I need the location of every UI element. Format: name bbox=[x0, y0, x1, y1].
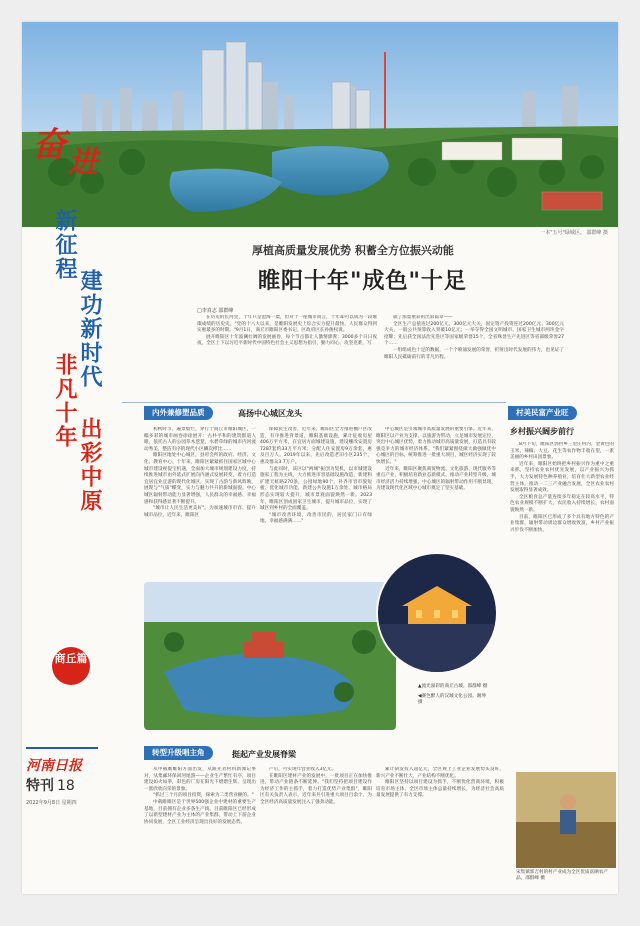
newspaper-page bbox=[22, 22, 618, 894]
article-byline: □李真志 邵群峰 bbox=[197, 308, 234, 314]
title-char-jin: 进 bbox=[68, 145, 100, 180]
title-line-3: 非凡十年 bbox=[52, 353, 78, 449]
farmer-photo bbox=[516, 772, 616, 868]
section-title-1: 高扬中心城区龙头 bbox=[238, 409, 302, 418]
newspaper-logo: 河南日报 bbox=[26, 758, 82, 774]
section1-col2: 保障民生改善，近年来，睢阳区全力推进棚户区改造，有序推进背景道，睢阳基础设施，累计征收房屋406万平方米，在宜居方面城建设施，建设棚改安置房7287套约33万平方米；分配人住安置房9万余套，惠及百万人。2019年以来，先后改造老旧小区235个，惠及群众3.7万户。 与此同时，该区以"两城"振创为契机，以市城建设施家工程为主线，大力推进市容基础设施改造，新建和扩建天虹路270条，公园绿地90个，补齐市容市貌短板、优化城市功能，新建公共设施1万余处、城市格局形态实现较大提升，城市景观面貌焕然一新。2023年，睢阳区创成国家卫生城市，提升城市品位，实现了城区到乡村的全面覆盖。 "城市改善环境，改善市民的，居民家门口有绿地，幸福感满满……" bbox=[260, 427, 372, 525]
ancient-city-photo bbox=[376, 552, 498, 674]
section1-col1: 初秋时节，遍景灿烂，穿行于商丘市睢阳城区，一幅多彩的城市画卷徐徐展开：古朴平和的建筑群道人眼，依托古人的公园草木葱茏，水碧草绿的城市内河流动秀美，整洁有序的现代小区鳞次栉比…… 睢阳区地处中心城区，县府会所的政府、经济、文化、教育中心。十年来，睢阳区紧紧抓住国家区城中心城市建设视提宝机遇，全面加大城市规划建设力度，持续推进城市由外延式扩展向内涵式发展转变，着力打造宜居宜业宜游的现代化城区，实现了古韵与新风辉映，展现与"气质"蝶变，实力与魅力共升的新城面貌。中心城区辐射带动能力显著增强，人民群众的幸福感、幸福感和获得感显著不断提升。 "城市让人民生活更美好"。为加速城市市容、提升城市品位，近年来，睢阳区 bbox=[144, 427, 256, 518]
section-title-3: 乡村振兴阔步前行 bbox=[510, 427, 574, 436]
title-line-4: 出彩中原 bbox=[77, 417, 103, 513]
dateline: 2022年9月8日 星期四 bbox=[26, 800, 77, 806]
photo-caption: ▲流光溢彩的商丘古城。邵群峰 摄 ◀赛色醉人的汉城文化公园。谢坤 摄 bbox=[418, 683, 488, 706]
section3-col: 8月下旬，睢阳区郭村乡三里庄村内，金黄色的玉米、辣椒、大豆、花生等农作物丰收在望，一派美丽的乡村田园景象。 近年来，睢阳区始终把乡村振兴作为重中之重来抓，坚持农业农村优先发展，以产业振兴为抓手，大力发展特色种养殖业，培育壮大新型农业经营主体，推动一二三产业融合发展，全区农业农村发展取得显著成效。 全区粮食总产量连续多年稳定在较高水平，特色农业规模不断扩大，农民收入持续增长，农村面貌焕然一新。 目前，睢阳区已形成了多个具有地方特色的产业集群，辐射带动周边群众增收致富，乡村产业振兴步伐不断加快。 bbox=[510, 442, 614, 533]
section2-col2: 产后，可实现年营业收入3亿元。 在睢阳区建材产业的发展中，一批项目正在加快推进，带动产业链条不断延伸。"我们坚持把项目建设作为经济工作的主抓手，着力打造优势产业集群"，睢阳区有关负责人表示，近年来共引进重大项目百余个，为全区经济高质量发展注入了强劲动能。 bbox=[260, 767, 372, 805]
article-headline: 睢阳十年"成色"十足 bbox=[258, 268, 467, 294]
section2-col1: 从中截睢睢阳方面出发，从跟先者村料新闻记事对，从集邮环保回河尾游——企业生产繁忙有序，项目建设如火如荼，彩色的厂房在阳光下熠熠生辉，呈现出一派欣欣向荣的景象。 "抓过三个月的项目投资，探索为二类营业额的。" 中载睢睢区是于世界500强企业中建材的重要生产基地，目前拥有企业多条生产线，目前睢阳区已经形成了以新型建材产业为主体的产业集群，带动上下游企业协同发展，全区工业经济呈现出良好的发展态势。 bbox=[144, 767, 256, 825]
article-kicker: 厚植高质量发展优势 积蓄全方位振兴动能 bbox=[252, 244, 454, 257]
section-title-2: 挺起产业发展脊梁 bbox=[232, 750, 296, 759]
special-title-column bbox=[22, 117, 108, 887]
title-line-1: 新征程 bbox=[52, 209, 78, 281]
park-photo bbox=[144, 582, 396, 730]
edition-badge: 商丘篇 bbox=[52, 647, 90, 685]
title-line-2: 建功新时代 bbox=[77, 269, 103, 389]
farmer-photo-caption: 宋集镇郭吉村的村产业成为全区优质富硒农产品。邵群峰 摄 bbox=[516, 870, 608, 881]
section2-col3: 累计研发投入超亿元，全区规上工业企业发展势头良好，新兴产业不断壮大，产业结构不断优化。 睢阳区坚持以项目建设为抓手，不断优化营商环境，积极培育市场主体，全区市场主体总量持续增长，为经济社会高质量发展提供了有力支撑。 bbox=[376, 767, 504, 799]
lead-paragraph-right: 就了浓墨重彩的出彩篇章—— 全区生产总值连过200亿元、300亿元大关，固定资产投资连过200亿元、300亿元大关，一般公共预算收入突破10亿元；一举夺得全国文明城市、国家卫生城市两块金字招牌；先后获全国法治先进区等国家级荣誉15个，全省殊誉生产先进区等省部级荣誉27个…… 一组组成色十足的数据，一个个喷涌发展的荣誉，折射出时代发展的伟力，也见证了睢阳人民砥砺前行的非凡历程。 bbox=[384, 315, 564, 360]
section-tag-2: 转型升级唱主角 bbox=[144, 746, 213, 760]
hero-caption: 一本"五号"绿城区。 邵群峰 摄 bbox=[540, 230, 608, 236]
section1-col3: 中心城区是引领城市高质量发展的重要引擎。近年来，睢阳区以产业为支撑，以旅游为带动，立足城市发展定位，突出中心城区优势，着力推动城市高质量发展，打造具有较强竞争力的城市经济体系。"我们紧紧围绕做大做强做优中心城区的目标，统筹推进一批重大项目，城区经济实现了较快增长。" 近年来，睢阳区聚焦商贸物流、文化旅游、现代服务等重点产业，积极培育新业态新模式，推动产业转型升级，城市经济活力持续增强，中心城区的辐射带动作用不断显现，为建设现代化区域中心城市奠定了坚实基础。 bbox=[376, 427, 496, 492]
masthead-footer bbox=[26, 747, 98, 806]
section-divider bbox=[122, 402, 506, 403]
lead-paragraph-left: 在历史的长河里，十年只是沧海一粟，但对于一座城市而言，十年却可以成为一段璀璨成绩的历史史。"党的十八大以来，是睢阳发展史上综合实力提升最快、人民群众得到实惠最多的时期。"9月1日，商丘市睢阳区委书记、区政府区长孙俊权说。 展开睢阳区十年波澜壮阔的发展画卷，每个节点都让人激情澎湃：3000多个日日夜夜，全区上下以习近平新时代中国特色社会主义思想为指引，勤力同心、攻坚克难，写 bbox=[197, 315, 377, 347]
section-label: 特刊 bbox=[26, 778, 54, 794]
hero-photo bbox=[22, 22, 618, 227]
page-number: 18 bbox=[57, 778, 75, 794]
section-tag-1: 内外兼修塑品质 bbox=[144, 406, 213, 420]
section-tag-3: 村美民富产业旺 bbox=[508, 406, 577, 420]
title-char-fen: 奋 bbox=[32, 125, 68, 165]
